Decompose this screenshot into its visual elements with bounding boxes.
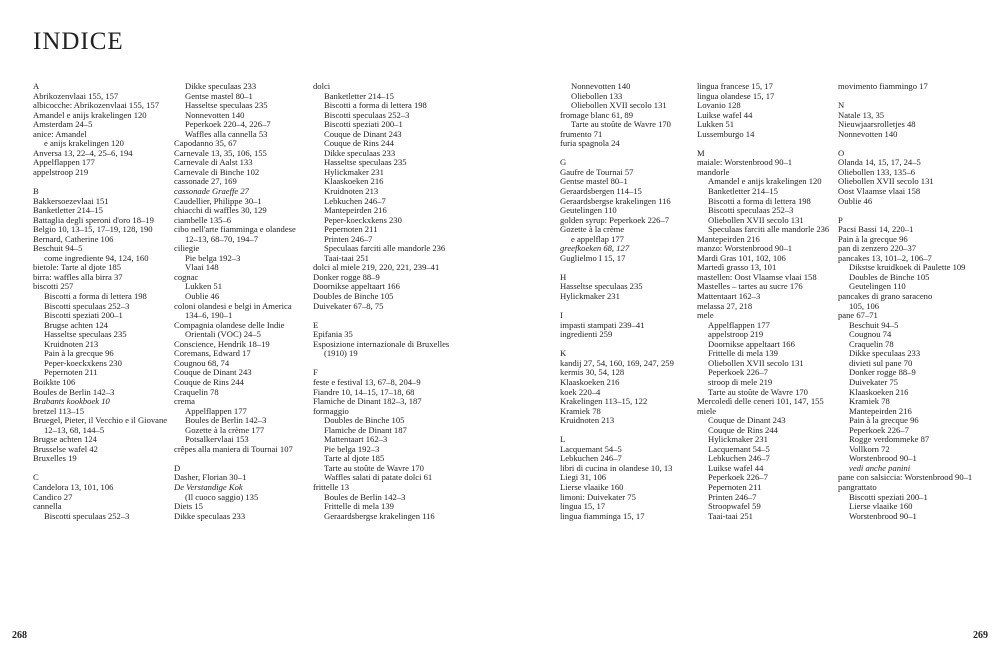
index-entry: (Il cuoco saggio) 135 — [185, 491, 259, 502]
index-letter-heading: L — [560, 434, 566, 445]
index-entry: Geraardsbergse krakelingen 116 — [560, 195, 671, 206]
index-spacer — [313, 359, 473, 369]
index-entry: 134–6, 190–1 — [185, 310, 233, 321]
index-entry: Peperkoek 220–4, 226–7 — [185, 119, 271, 130]
index-entry: Bruxelles 19 — [33, 453, 77, 464]
index-entry: Donker rogge 88–9 — [313, 271, 380, 282]
index-letter-heading: B — [33, 186, 39, 197]
index-entry: Pie belga 192–3 — [324, 443, 380, 454]
index-entry: Carnevale di Binche 102 — [174, 166, 260, 177]
index-entry: Conscience, Hendrik 18–19 — [174, 338, 270, 349]
index-entry: miele — [697, 405, 717, 416]
index-entry: Pepernoten 211 — [44, 367, 98, 378]
index-entry: Dikke speculaas 233 — [185, 81, 257, 91]
index-entry: Pain à la grecque 96 — [849, 415, 919, 426]
index-entry: fromage blanc 61, 89 — [560, 109, 634, 120]
index-letter-heading: M — [697, 147, 705, 158]
index-entry: cassonade Graeffe 27 — [174, 186, 249, 197]
index-entry: impasti stampati 239–41 — [560, 319, 645, 330]
index-entry: Luikse wafel 44 — [697, 109, 753, 120]
index-entry: Cougnou 68, 74 — [174, 357, 230, 368]
index-entry: Lebkuchen 246–7 — [560, 453, 622, 464]
index-entry: Boules de Berlin 142–3 — [185, 415, 267, 426]
index-entry: Kruidnoten 213 — [324, 186, 379, 197]
index-entry: maiale: Worstenbrood 90–1 — [697, 157, 793, 168]
index-entry: Couque de Dinant 243 — [174, 367, 252, 378]
index-entry: pancakes 13, 101–2, 106–7 — [838, 252, 932, 263]
index-entry: Olanda 14, 15, 17, 24–5 — [838, 157, 921, 168]
index-letter-heading: K — [560, 348, 567, 359]
index-entry: Hylickmaker 231 — [324, 166, 384, 177]
index-entry: (1910) 19 — [324, 348, 358, 359]
index-entry: chiacchi di waffles 30, 129 — [174, 205, 267, 216]
index-letter-heading: H — [560, 271, 567, 282]
index-entry: Candico 27 — [33, 491, 73, 502]
index-entry: mandorle — [697, 166, 730, 177]
index-letter-heading: I — [560, 310, 563, 321]
index-entry: Lukken 51 — [185, 281, 222, 292]
index-entry: Oublie 46 — [185, 291, 220, 302]
index-entry: Appelflappen 177 — [185, 405, 247, 416]
index-entry: Dikke speculaas 233 — [324, 147, 396, 158]
index-entry: Peper-koeckxkens 230 — [44, 357, 122, 368]
index-entry: e anijs krakelingen 120 — [44, 138, 124, 149]
index-entry: Peper-koeckxkens 230 — [324, 214, 402, 225]
index-entry: Epifania 35 — [313, 329, 353, 340]
index-entry: Coremans, Edward 17 — [174, 348, 251, 359]
index-entry: Geraardsbergen 114–15 — [560, 186, 642, 197]
index-entry: Brusselse wafel 42 — [33, 443, 98, 454]
index-entry: bretzel 113–15 — [33, 405, 84, 416]
index-spacer — [313, 311, 473, 321]
index-entry: Klaaskoeken 216 — [324, 176, 384, 187]
index-entry: Luikse wafel 44 — [708, 462, 764, 473]
index-entry: Hasseltse speculaas 235 — [185, 100, 268, 111]
index-entry: Peperkoek 226–7 — [849, 424, 909, 435]
index-entry: Hasseltse speculaas 235 — [324, 157, 407, 168]
index-entry: Oliebollen 133 — [571, 90, 623, 101]
index-entry: Martedì grasso 13, 101 — [697, 262, 777, 273]
index-letter-heading: A — [33, 81, 40, 91]
index-entry: Brugse achten 124 — [33, 434, 97, 445]
index-entry: Fiandre 10, 14–15, 17–18, 68 — [313, 386, 415, 397]
index-entry: frittelle 13 — [313, 481, 350, 492]
index-letter-heading: P — [838, 214, 843, 225]
index-entry: anice: Amandel — [33, 128, 87, 139]
index-entry: kermis 30, 54, 128 — [560, 367, 625, 378]
index-entry: Peperkoek 226–7 — [708, 367, 768, 378]
index-spacer — [560, 149, 720, 159]
page-number-right: 269 — [973, 630, 988, 641]
index-letter-heading: E — [313, 319, 319, 330]
index-entry: Potsalkervlaai 153 — [185, 434, 249, 445]
index-entry: golden syrup: Peperkoek 226–7 — [560, 214, 670, 225]
index-entry: Nonnevotten 140 — [185, 109, 245, 120]
index-entry: Orientali (VOC) 24–5 — [185, 329, 261, 340]
index-entry: Speculaas farciti alle mandorle 236 — [324, 243, 446, 254]
index-entry: Biscotti speculaas 252–3 — [44, 300, 130, 311]
index-entry: Biscotti speziati 200–1 — [44, 310, 123, 321]
index-spacer — [33, 464, 193, 474]
index-entry: Biscotti speculaas 252–3 — [44, 510, 130, 521]
index-entry: Pie belga 192–3 — [185, 252, 241, 263]
index-entry: Donker rogge 88–9 — [849, 367, 916, 378]
index-entry: Doubles de Binche 105 — [849, 271, 930, 282]
index-spacer — [697, 139, 857, 149]
index-entry: come ingrediente 94, 124, 160 — [44, 252, 149, 263]
index-entry: Amandel e anijs krakelingen 120 — [708, 176, 822, 187]
index-entry: Nonnevotten 140 — [838, 128, 898, 139]
index-entry: cassonade 27, 169 — [174, 176, 237, 187]
index-entry: libri di cucina in olandese 10, 13 — [560, 462, 673, 473]
index-entry: movimento fiammingo 17 — [838, 81, 928, 91]
index-entry: Banketletter 214–15 — [324, 90, 394, 101]
index-entry: Lacquemant 54–5 — [708, 443, 770, 454]
index-entry: Tarte au stoûte de Wavre 170 — [708, 386, 808, 397]
index-entry: Flamiche de Dinant 187 — [324, 424, 407, 435]
index-entry: Vlaai 148 — [185, 262, 219, 273]
index-entry: ciliegie — [174, 243, 200, 254]
index-entry: Biscotti a forma di lettera 198 — [708, 195, 811, 206]
index-entry: Geutelingen 110 — [849, 281, 906, 292]
index-entry: Dikstse kruidkoek di Paulette 109 — [849, 262, 966, 273]
index-entry: Pacsi Bassi 14, 220–1 — [838, 224, 914, 235]
index-entry: Tarte au stoûte de Wavre 170 — [324, 462, 424, 473]
index-entry: Worstenbrood 90–1 — [849, 510, 917, 521]
index-entry: koek 220–4 — [560, 386, 601, 397]
index-entry: Nonnevotten 140 — [571, 81, 631, 91]
index-entry: Gentse mastel 80–1 — [185, 90, 253, 101]
index-entry: Kramiek 78 — [560, 405, 601, 416]
index-entry: Amandel e anijs krakelingen 120 — [33, 109, 147, 120]
index-spacer — [560, 340, 720, 350]
index-column-2 — [174, 82, 334, 521]
index-spacer — [560, 263, 720, 273]
index-entry: Oliebollen XVII secolo 131 — [838, 176, 934, 187]
index-entry: Lacquemant 54–5 — [560, 443, 622, 454]
index-entry: greefkoeken 68, 127 — [560, 243, 630, 254]
index-entry: Tarte al djote 185 — [324, 453, 385, 464]
index-entry: lingua fiamminga 15, 17 — [560, 510, 645, 521]
index-entry: Pain à la grecque 96 — [44, 348, 114, 359]
index-entry: Klaaskoeken 216 — [560, 376, 620, 387]
index-entry: Biscotti speculaas 252–3 — [324, 109, 410, 120]
index-entry: melassa 27, 218 — [697, 300, 753, 311]
index-entry: Waffles salati di patate dolci 61 — [324, 472, 433, 483]
index-entry: Mantepeirden 216 — [324, 205, 387, 216]
index-entry: pane 67–71 — [838, 310, 878, 321]
index-entry: biscotti 257 — [33, 281, 74, 292]
index-entry: pangrattato — [838, 481, 877, 492]
index-entry: Hasseltse speculaas 235 — [560, 281, 643, 292]
index-entry: pane con salsiccia: Worstenbrood 90–1 — [838, 472, 973, 483]
index-letter-heading: N — [838, 100, 845, 111]
index-entry: ciambelle 135–6 — [174, 214, 232, 225]
index-entry: Brugse achten 124 — [44, 319, 108, 330]
index-spacer — [33, 177, 193, 187]
index-letter-heading: F — [313, 367, 318, 378]
index-entry: Compagnia olandese delle Indie — [174, 319, 285, 330]
index-entry: 12–13, 68–70, 194–7 — [185, 233, 259, 244]
index-entry: Diets 15 — [174, 501, 203, 512]
index-entry: Printen 246–7 — [708, 491, 757, 502]
index-entry: Rogge verdommeke 87 — [849, 434, 930, 445]
index-entry: Lovanio 128 — [697, 100, 741, 111]
index-entry: Vollkorn 72 — [849, 443, 890, 454]
page-title: INDICE — [33, 28, 124, 55]
index-column-5 — [697, 82, 857, 521]
index-entry: Liegi 31, 106 — [560, 472, 607, 483]
index-entry: Pepernoten 211 — [324, 224, 378, 235]
index-entry: Natale 13, 35 — [838, 109, 885, 120]
index-entry: Pepernoten 211 — [708, 481, 762, 492]
index-column-3 — [313, 82, 473, 521]
index-entry: Lierse vlaaike 160 — [849, 501, 913, 512]
index-entry: Kramiek 78 — [849, 396, 890, 407]
index-entry: vedi anche panini — [849, 462, 911, 473]
index-entry: Lussemburgo 14 — [697, 128, 755, 139]
index-entry: Duivekater 67–8, 75 — [313, 300, 384, 311]
index-entry: Doubles de Binche 105 — [313, 291, 394, 302]
index-entry: Banketletter 214–15 — [33, 205, 103, 216]
index-letter-heading: O — [838, 147, 845, 158]
index-entry: dolci — [313, 81, 331, 91]
index-entry: Gentse mastel 80–1 — [560, 176, 628, 187]
index-entry: Frittelle di mela 139 — [708, 348, 778, 359]
index-entry: Battaglia degli speroni d'oro 18–19 — [33, 214, 154, 225]
page-number-left: 268 — [12, 630, 27, 641]
index-entry: Tarte au stoûte de Wavre 170 — [571, 119, 671, 130]
index-entry: furia spagnola 24 — [560, 138, 620, 149]
index-entry: mele — [697, 310, 714, 321]
index-entry: kandij 27, 54, 160, 169, 247, 259 — [560, 357, 674, 368]
index-entry: Dikke speculaas 233 — [174, 510, 246, 521]
index-entry: crêpes alla maniera di Tournai 107 — [174, 443, 293, 454]
index-entry: Oliebollen XVII secolo 131 — [708, 214, 804, 225]
index-spacer — [838, 206, 998, 216]
index-entry: cognac — [174, 271, 199, 282]
index-entry: Couque de Dinant 243 — [708, 415, 786, 426]
index-entry: Appelflappen 177 — [708, 319, 770, 330]
index-letter-heading: G — [560, 157, 567, 168]
index-entry: Carnevale 13, 35, 106, 155 — [174, 147, 267, 158]
index-entry: Mastelles – tartes au sucre 176 — [697, 281, 803, 292]
index-entry: Candelora 13, 101, 106 — [33, 481, 114, 492]
index-entry: Caudellier, Philippe 30–1 — [174, 195, 262, 206]
index-entry: Couque de Rins 244 — [324, 138, 394, 149]
index-entry: Hylickmaker 231 — [708, 434, 768, 445]
index-entry: Taai-taai 251 — [708, 510, 753, 521]
index-entry: stroop di mele 219 — [708, 376, 773, 387]
index-entry: Doornikse appeltaart 166 — [313, 281, 400, 292]
index-entry: Craquelin 78 — [849, 338, 894, 349]
index-entry: Geutelingen 110 — [560, 205, 617, 216]
index-entry: Brabants kookboek 10 — [33, 396, 110, 407]
index-letter-heading: C — [33, 472, 39, 483]
index-entry: Gaufre de Tournai 57 — [560, 166, 634, 177]
index-entry: Appelflappen 177 — [33, 157, 95, 168]
index-entry: Gozette à la crème 177 — [185, 424, 265, 435]
index-entry: Anversa 13, 22–4, 25–6, 194 — [33, 147, 133, 158]
index-entry: Mardi Gras 101, 102, 106 — [697, 252, 786, 263]
index-entry: Beschuit 94–5 — [33, 243, 83, 254]
index-entry: 12–13, 68, 144–5 — [44, 424, 105, 435]
index-entry: Hylickmaker 231 — [560, 291, 620, 302]
index-entry: Cougnou 74 — [849, 329, 892, 340]
index-entry: Oublie 46 — [838, 195, 873, 206]
index-entry: Lierse vlaaike 160 — [560, 481, 624, 492]
index-entry: 105, 106 — [849, 300, 880, 311]
index-entry: e appelflap 177 — [571, 233, 624, 244]
index-entry: Carnevale di Aalst 133 — [174, 157, 253, 168]
index-entry: feste e festival 13, 67–8, 204–9 — [313, 376, 421, 387]
index-entry: Lebkuchen 246–7 — [708, 453, 770, 464]
index-entry: Boules de Berlin 142–3 — [33, 386, 115, 397]
index-entry: Peperkoek 226–7 — [708, 472, 768, 483]
index-entry: bietole: Tarte al djote 185 — [33, 262, 122, 273]
index-entry: pancakes di grano saraceno — [838, 291, 933, 302]
index-entry: Bernard, Catherine 106 — [33, 233, 114, 244]
index-entry: Beschuit 94–5 — [849, 319, 899, 330]
index-entry: Doubles de Binche 105 — [324, 415, 405, 426]
index-entry: albicocche: Abrikozenvlaai 155, 157 — [33, 100, 159, 111]
index-entry: Bruegel, Pieter, il Vecchio e il Giovane — [33, 415, 168, 426]
index-entry: Craquelin 78 — [174, 386, 219, 397]
index-entry: manzo: Worstenbrood 90–1 — [697, 243, 793, 254]
index-entry: pan di zenzero 220–37 — [838, 243, 917, 254]
index-entry: Printen 246–7 — [324, 233, 373, 244]
index-entry: Couque de Dinant 243 — [324, 128, 402, 139]
index-entry: mastellen: Oost Vlaamse vlaai 158 — [697, 271, 817, 282]
index-entry: Belgio 10, 13–15, 17–19, 128, 190 — [33, 224, 153, 235]
index-entry: Couque de Rins 244 — [708, 424, 778, 435]
index-entry: Lukken 51 — [697, 119, 734, 130]
index-entry: Abrikozenvlaai 155, 157 — [33, 90, 119, 101]
index-entry: Taai-taai 251 — [324, 252, 369, 263]
index-entry: Boules de Berlin 142–3 — [324, 491, 406, 502]
index-entry: Dikke speculaas 233 — [849, 348, 921, 359]
index-entry: Waffles alla cannella 53 — [185, 128, 268, 139]
index-entry: Mantepeirden 216 — [849, 405, 912, 416]
index-entry: lingua 15, 17 — [560, 501, 606, 512]
index-entry: Mattentaart 162–3 — [697, 291, 761, 302]
index-entry: Klaaskoeken 216 — [849, 386, 909, 397]
index-entry: Biscotti a forma di lettera 198 — [324, 100, 427, 111]
index-entry: Kruidnoten 213 — [44, 338, 99, 349]
index-spacer — [560, 302, 720, 312]
index-entry: formaggio — [313, 405, 349, 416]
index-entry: crema — [174, 396, 195, 407]
index-entry: cibo nell'arte fiamminga e olandese — [174, 224, 296, 235]
index-entry: cannella — [33, 501, 62, 512]
index-entry: Bakkersoezevlaai 151 — [33, 195, 109, 206]
index-entry: Biscotti speziati 200–1 — [324, 119, 403, 130]
index-entry: coloni olandesi e belgi in America — [174, 300, 292, 311]
index-column-1 — [33, 82, 193, 521]
index-column-4 — [560, 82, 720, 521]
index-entry: Duivekater 75 — [849, 376, 898, 387]
index-entry: Dasher, Florian 30–1 — [174, 472, 247, 483]
index-entry: Kruidnoten 213 — [560, 415, 615, 426]
index-entry: Boikkte 106 — [33, 376, 76, 387]
index-entry: lingua olandese 15, 17 — [697, 90, 775, 101]
index-entry: lingua francese 15, 17 — [697, 81, 773, 91]
index-entry: Frittelle di mela 139 — [324, 501, 394, 512]
index-entry: appelstroop 219 — [708, 329, 764, 340]
index-entry: ingredienti 259 — [560, 329, 613, 340]
index-entry: Esposizione internazionale di Bruxelles — [313, 338, 450, 349]
index-letter-heading: D — [174, 462, 181, 473]
index-entry: Oliebollen XVII secolo 131 — [571, 100, 667, 111]
index-entry: Mercoledì delle ceneri 101, 147, 155 — [697, 396, 824, 407]
index-spacer — [174, 454, 334, 464]
index-entry: Biscotti speziati 200–1 — [849, 491, 928, 502]
index-entry: Capodanno 35, 67 — [174, 138, 237, 149]
index-spacer — [838, 92, 998, 102]
index-entry: Mattentaart 162–3 — [324, 434, 388, 445]
index-entry: Guglielmo I 15, 17 — [560, 252, 626, 263]
index-entry: Biscotti a forma di lettera 198 — [44, 291, 147, 302]
index-entry: Amsterdam 24–5 — [33, 119, 93, 130]
index-column-6 — [838, 82, 998, 521]
index-entry: Lebkuchen 246–7 — [324, 195, 386, 206]
index-entry: Nieuwjaarsrolletjes 48 — [838, 119, 916, 130]
index-entry: Worstenbrood 90–1 — [849, 453, 917, 464]
index-entry: Banketletter 214–15 — [708, 186, 778, 197]
index-entry: Gozette à la crème — [560, 224, 625, 235]
index-entry: Oliebollen 133, 135–6 — [838, 166, 916, 177]
index-entry: divieti sul pane 70 — [849, 357, 913, 368]
index-entry: Flamiche de Dinant 182–3, 187 — [313, 396, 422, 407]
index-entry: De Verstandige Kok — [174, 481, 243, 492]
index-entry: Mantepeirden 216 — [697, 233, 760, 244]
index-entry: Hasseltse speculaas 235 — [44, 329, 127, 340]
index-spacer — [838, 139, 998, 149]
index-entry: birra: waffles alla birra 37 — [33, 271, 123, 282]
index-entry: appelstroop 219 — [33, 166, 89, 177]
index-entry: Oliebollen XVII secolo 131 — [708, 357, 804, 368]
index-entry: dolci al miele 219, 220, 221, 239–41 — [313, 262, 440, 273]
index-entry: Krakelingen 113–15, 122 — [560, 396, 648, 407]
index-entry: Speculaas farciti alle mandorle 236 — [708, 224, 830, 235]
index-entry: Couque de Rins 244 — [174, 376, 244, 387]
index-entry: Doornikse appeltaart 166 — [708, 338, 795, 349]
index-entry: Oost Vlaamse vlaai 158 — [838, 186, 921, 197]
index-entry: limoni: Duivekater 75 — [560, 491, 636, 502]
index-entry: frumento 71 — [560, 128, 603, 139]
index-entry: Biscotti speculaas 252–3 — [708, 205, 794, 216]
index-entry: Geraardsbergse krakelingen 116 — [324, 510, 435, 521]
index-entry: Stroopwafel 59 — [708, 501, 761, 512]
index-entry: Pain à la grecque 96 — [838, 233, 908, 244]
index-spacer — [560, 426, 720, 436]
